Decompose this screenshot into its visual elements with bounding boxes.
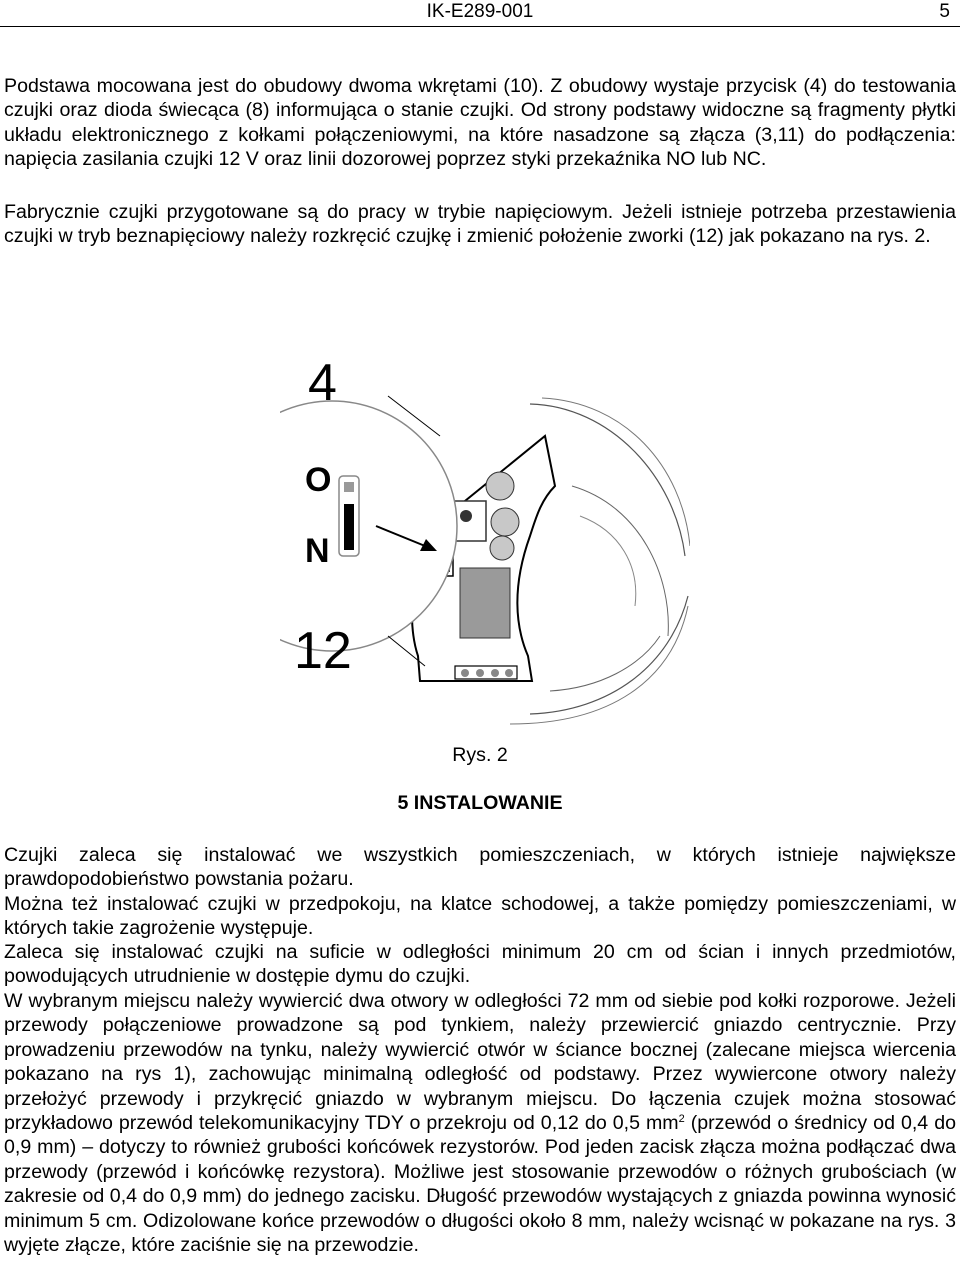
section-paragraph-3: Zaleca się instalować czujki na suficie w odległości minimum 20 cm od ścian i innych przedmiotów, powodujących utrudnienie w dostępie dymu do czujki.	[4, 941, 956, 988]
section-title: 5 INSTALOWANIE	[397, 792, 563, 814]
terminal-screw-4	[505, 669, 513, 677]
figure-jumper-diagram	[280, 336, 690, 736]
page-header	[0, 0, 960, 27]
component-round-2	[491, 508, 519, 536]
terminal-screw-2	[476, 669, 484, 677]
test-button-4	[460, 510, 472, 522]
pcb-chip	[460, 568, 510, 638]
housing-ring-lower	[530, 596, 688, 714]
jumper-enlarged-bridge	[344, 504, 354, 550]
label-4: 4	[308, 354, 337, 412]
superscript-2: 2	[678, 1113, 685, 1126]
inner-ring	[572, 486, 668, 636]
label-n: N	[305, 532, 330, 570]
terminal-screw-3	[491, 669, 499, 677]
component-round-1	[486, 472, 514, 500]
jumper-diagram	[280, 336, 690, 736]
label-o: O	[305, 461, 332, 499]
intro-paragraph-1: Podstawa mocowana jest do obudowy dwoma wkrętami (10). Z obudowy wystaje przycisk (4) do testowania czujki oraz dioda świecąca (8) informująca o stanie czujki. Od strony podstawy widoczne są fragmenty płytki układu elektronicznego z kołkami połączeniowymi, na które nasadzone są złącza (3,11) do podłączenia: napięcia zasilania czujki 12 V oraz linii dozorowej poprzez styki przekaźnika NO lub NC.	[4, 75, 956, 171]
section-paragraph-4	[4, 989, 956, 1257]
terminal-screw-1	[461, 669, 469, 677]
section-paragraph-4-part-1: W wybranym miejscu należy wywiercić dwa otwory w odległości 72 mm od siebie pod kołki rozporowe. Jeżeli przewody połączeniowe prowadzone są pod tynkiem, należy przewiercić gniazdo centrycznie. Przy prowadzeniu przewodów na tynku, należy wywiercić otwór w ściance bocznej (zalecane miejsca wiercenia pokazano na rys 1), zachowując minimalną odległość od podstawy. Przez wywiercone otwory należy przełożyć przewody i przykręcić gniazdo w wybranym miejscu. Do łączenia czujek można stosować przykładowo przewód telekomunikacyjny TDY o przekroju od 0,12 do 0,5 mm	[4, 990, 956, 1135]
section-paragraph-2: Można też instalować czujki w przedpokoju, na klatce schodowej, a także pomiędzy pomieszczeniami, w których takie zagrożenie występuje.	[4, 893, 956, 940]
component-round-3	[490, 536, 514, 560]
page-number: 5	[939, 1, 950, 22]
label-12: 12	[294, 622, 352, 680]
inner-ring-2	[580, 516, 636, 606]
section-paragraph-1: Czujki zaleca się instalować we wszystkich pomieszczeniach, w których istnieje największe prawdopodobieństwo powstania pożaru.	[4, 844, 956, 891]
jumper-enlarged-pin	[344, 482, 354, 492]
document-code: IK-E289-001	[426, 1, 534, 22]
figure-caption: Rys. 2	[452, 744, 508, 766]
housing-ring-lower-outer	[510, 606, 688, 724]
intro-paragraph-2: Fabrycznie czujki przygotowane są do pracy w trybie napięciowym. Jeżeli istnieje potrzeba przestawienia czujki w tryb beznapięciowy należy rozkręcić czujkę i zmienić położenie zworki (12) jak pokazano na rys. 2.	[4, 201, 956, 248]
housing-ring-upper-outer	[542, 398, 690, 546]
section-paragraph-4-part-2: (przewód o średnicy od 0,4 do 0,9 mm) – dotyczy to również grubości końcówek rezystorów. Pod jeden zacisk złącza można podłączać dwa przewody (przewód i końcówkę rezystora). Możliwe jest stosowanie przewodów o różnych grubościach (w zakresie od 0,4 do 0,9 mm) do jednego zacisku. Długość przewodów wystających z gniazda powinna wynosić minimum 5 cm. Odizolowane końce przewodów o długości około 8 mm, należy wcisnąć w pokazane na rys. 3 wyjęte złącze, które zaciśnie się na przewodzie.	[4, 1112, 956, 1257]
